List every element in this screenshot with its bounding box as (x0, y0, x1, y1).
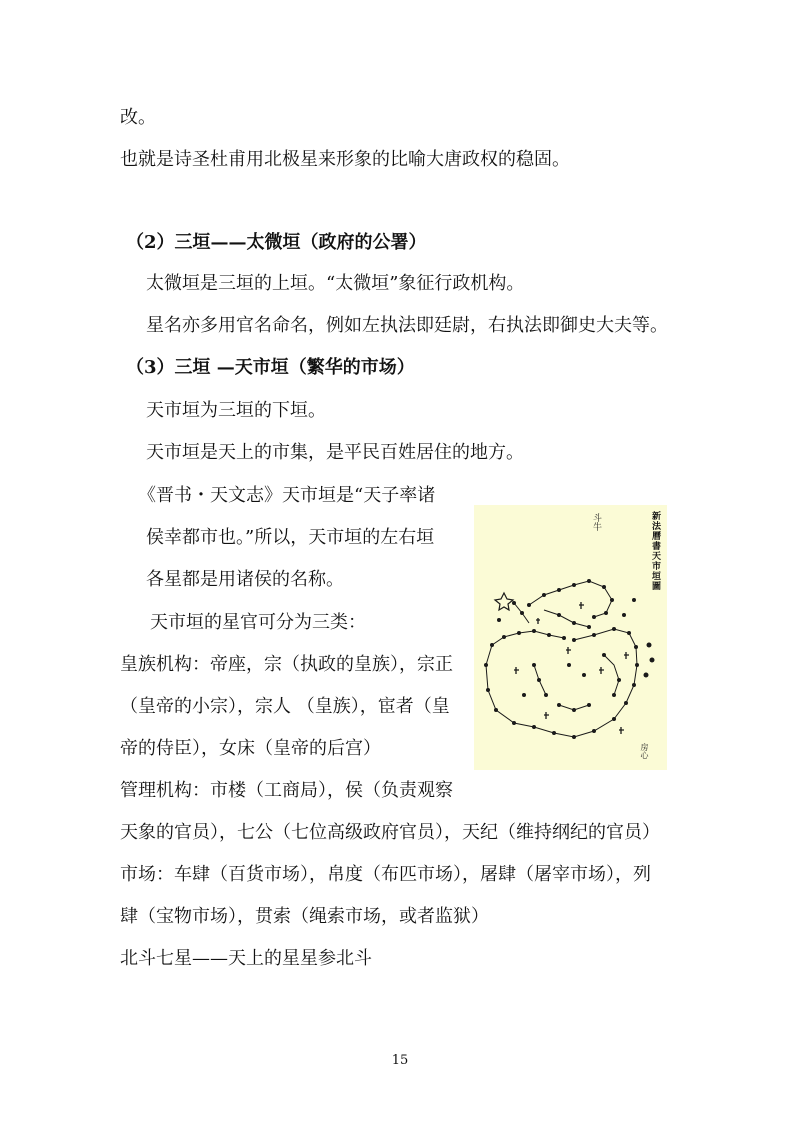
text-line-market-2: 肆（宝物市场），贯索（绳索市场，或者监狱） (120, 906, 489, 927)
text-line-royal-3: 帝的侍臣），女床（皇帝的后宫） (120, 738, 381, 759)
text-line-jinshu-3: 各星都是用诸侯的名称。 (146, 569, 344, 590)
text-line-1: 改。 (120, 107, 156, 128)
text-line-beidou: 北斗七星——天上的星星参北斗 (120, 948, 372, 969)
section-heading-taiwei: （2）三垣——太微垣（政府的公署） (126, 232, 427, 253)
star-map-corner-label: 房心 (640, 743, 649, 759)
text-line-taiwei-1: 太微垣是三垣的上垣。“太微垣”象征行政机构。 (146, 273, 525, 294)
text-line-taiwei-2: 星名亦多用官名命名，例如左执法即廷尉，右执法即御史大夫等。 (146, 315, 668, 336)
text-line-categories: 天市垣的星官可分为三类： (150, 612, 366, 633)
section-heading-tianshi: （3）三垣 —天市垣（繁华的市场） (126, 357, 415, 378)
text-line-market-1: 市场：车肆（百货市场），帛度（布匹市场），屠肆（屠宰市场），列 (120, 864, 651, 885)
star-map-drawing (474, 505, 667, 770)
text-line-royal-2: （皇帝的小宗），宗人 （皇族），宦者（皇 (120, 696, 450, 717)
text-line-royal-1: 皇族机构：帝座，宗（执政的皇族），宗正 (120, 654, 453, 675)
text-line-tianshi-1: 天市垣为三垣的下垣。 (146, 400, 326, 421)
text-line-tianshi-2: 天市垣是天上的市集，是平民百姓居住的地方。 (146, 442, 524, 463)
tianshi-star-map (474, 505, 667, 770)
text-line-admin-2: 天象的官员），七公（七位高级政府官员），天纪（维持纲纪的官员） (120, 822, 660, 843)
page-number: 15 (391, 1053, 409, 1068)
text-line-admin-1: 管理机构：市楼（工商局），侯（负责观察 (120, 780, 453, 801)
star-map-top-label: 斗牛 (591, 513, 601, 531)
text-line-2: 也就是诗圣杜甫用北极星来形象的比喻大唐政权的稳固。 (120, 149, 570, 170)
text-line-jinshu-2: 侯幸都市也。”所以，天市垣的左右垣 (146, 527, 435, 548)
star-map-title: 新法曆書天市垣圖 (650, 511, 660, 591)
text-line-jinshu-1: 《晋书・天文志》天市垣是“天子率诸 (138, 485, 436, 506)
